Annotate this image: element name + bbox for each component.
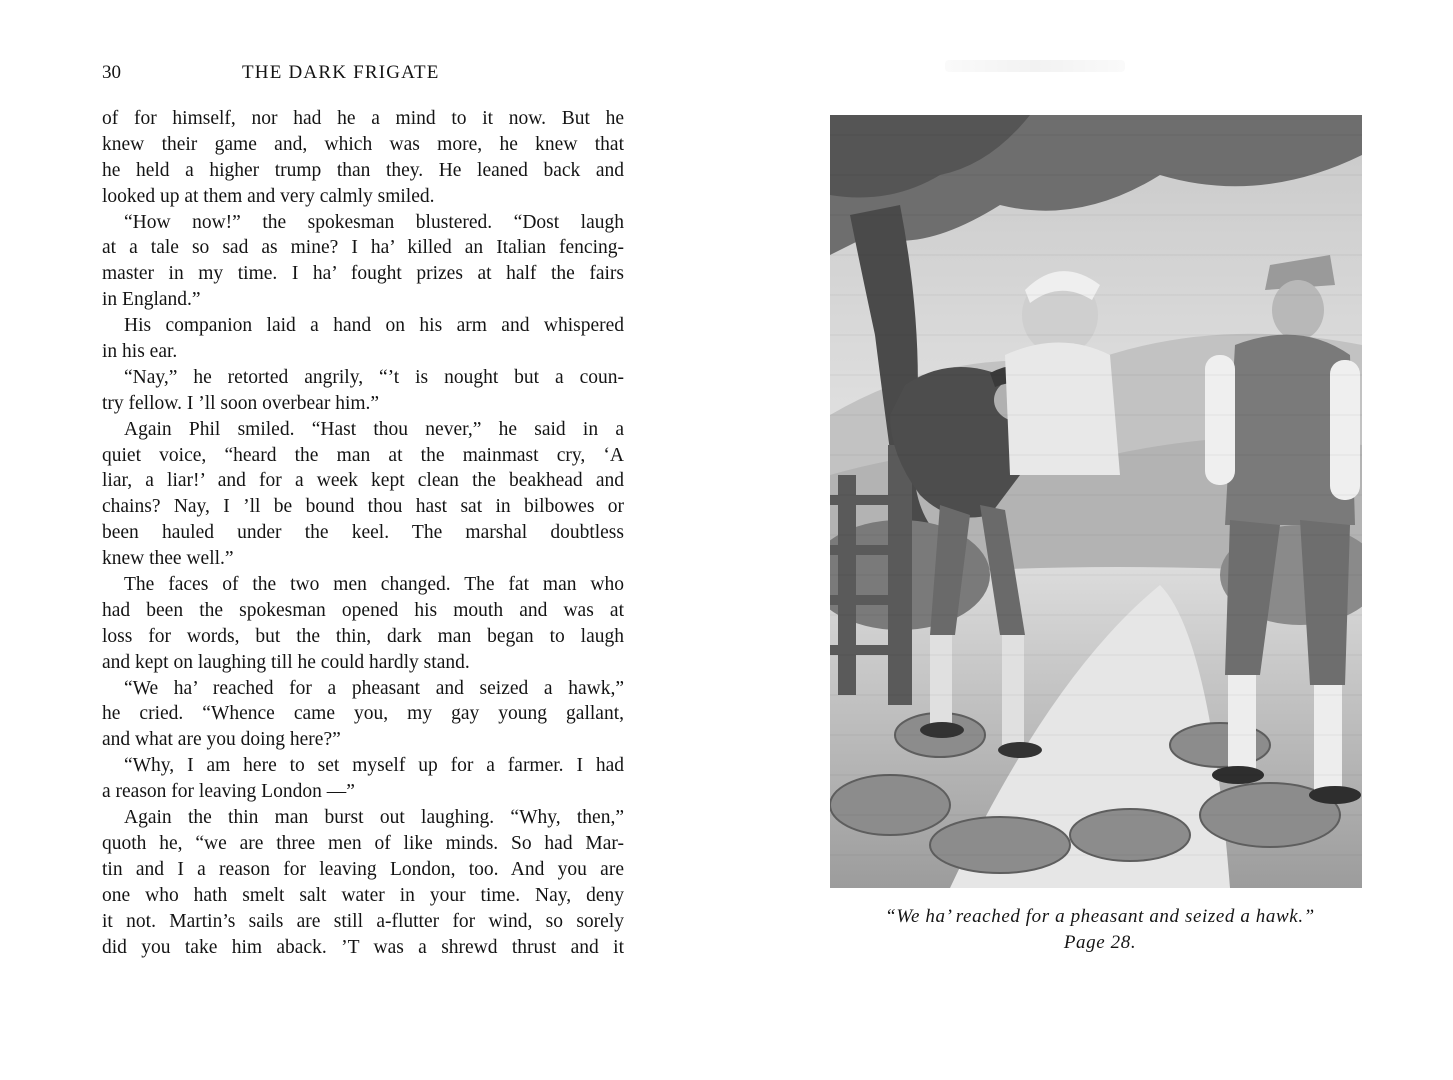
text-line: The faces of the two men changed. The fat man who xyxy=(124,574,624,596)
text-line: in England.” xyxy=(102,289,201,311)
text-line: in his ear. xyxy=(102,341,178,363)
text-line: tin and I a reason for leaving London, too. And you are xyxy=(102,858,624,880)
text-line: knew their game and, which was more, he knew that xyxy=(102,133,624,155)
caption-quote: “We ha’ reached for a pheasant and seized a hawk.” xyxy=(885,906,1315,927)
text-line: at a tale so sad as mine? I ha’ killed an Italian fencing- xyxy=(102,237,624,259)
page-number: 30 xyxy=(102,62,121,83)
text-line: looked up at them and very calmly smiled. xyxy=(102,185,435,207)
text-line: chains? Nay, I ’ll be bound thou hast sat in bilbowes or xyxy=(102,496,624,518)
text-line: one who hath smelt salt water in your time. Nay, deny xyxy=(102,884,624,906)
text-line: did you take him aback. ’T was a shrewd thrust and it xyxy=(102,936,624,958)
running-title: THE DARK FRIGATE xyxy=(242,62,440,83)
text-line: had been the spokesman opened his mouth and was at xyxy=(102,599,624,621)
text-line: a reason for leaving London —” xyxy=(102,781,355,803)
body-text xyxy=(102,106,624,960)
illustration-caption xyxy=(780,904,1420,956)
text-line: His companion laid a hand on his arm and whispered xyxy=(124,315,624,337)
text-line: “We ha’ reached for a pheasant and seized a hawk,” xyxy=(124,677,624,699)
text-line: “Why, I am here to set myself up for a farmer. I had xyxy=(124,755,624,777)
text-line: quiet voice, “heard the man at the mainmast cry, ‘A xyxy=(102,444,624,466)
text-line: of for himself, nor had he a mind to it now. But he xyxy=(102,108,624,129)
text-line: master in my time. I ha’ fought prizes at half the fairs xyxy=(102,263,624,285)
running-head xyxy=(102,62,622,88)
text-line: been hauled under the keel. The marshal doubtless xyxy=(102,522,624,544)
bleed-through-heading xyxy=(945,60,1125,72)
text-line: “How now!” the spokesman blustered. “Dost laugh xyxy=(124,211,624,233)
text-line: Again the thin man burst out laughing. “Why, then,” xyxy=(124,807,624,829)
left-page xyxy=(0,0,720,1080)
text-line: Again Phil smiled. “Hast thou never,” he said in a xyxy=(124,418,624,440)
illustration-svg xyxy=(830,115,1362,888)
text-line: loss for words, but the thin, dark man began to laugh xyxy=(102,625,624,647)
text-line: he cried. “Whence came you, my gay young gallant, xyxy=(102,703,624,725)
text-line: liar, a liar!’ and for a week kept clean the beakhead and xyxy=(102,470,624,492)
text-line: and what are you doing here?” xyxy=(102,729,341,751)
text-line: knew thee well.” xyxy=(102,548,234,570)
text-line: he held a higher trump than they. He leaned back and xyxy=(102,159,624,181)
illustration-plate xyxy=(830,115,1362,888)
text-line: and kept on laughing till he could hardly stand. xyxy=(102,651,470,673)
caption-page-reference: Page 28. xyxy=(1063,932,1137,953)
text-line: quoth he, “we are three men of like minds. So had Mar- xyxy=(102,832,624,854)
text-line: it not. Martin’s sails are still a-flutter for wind, so sorely xyxy=(102,910,624,932)
text-line: “Nay,” he retorted angrily, “’t is nought but a coun- xyxy=(124,366,624,388)
right-page xyxy=(720,0,1453,1080)
text-line: try fellow. I ’ll soon overbear him.” xyxy=(102,392,380,414)
